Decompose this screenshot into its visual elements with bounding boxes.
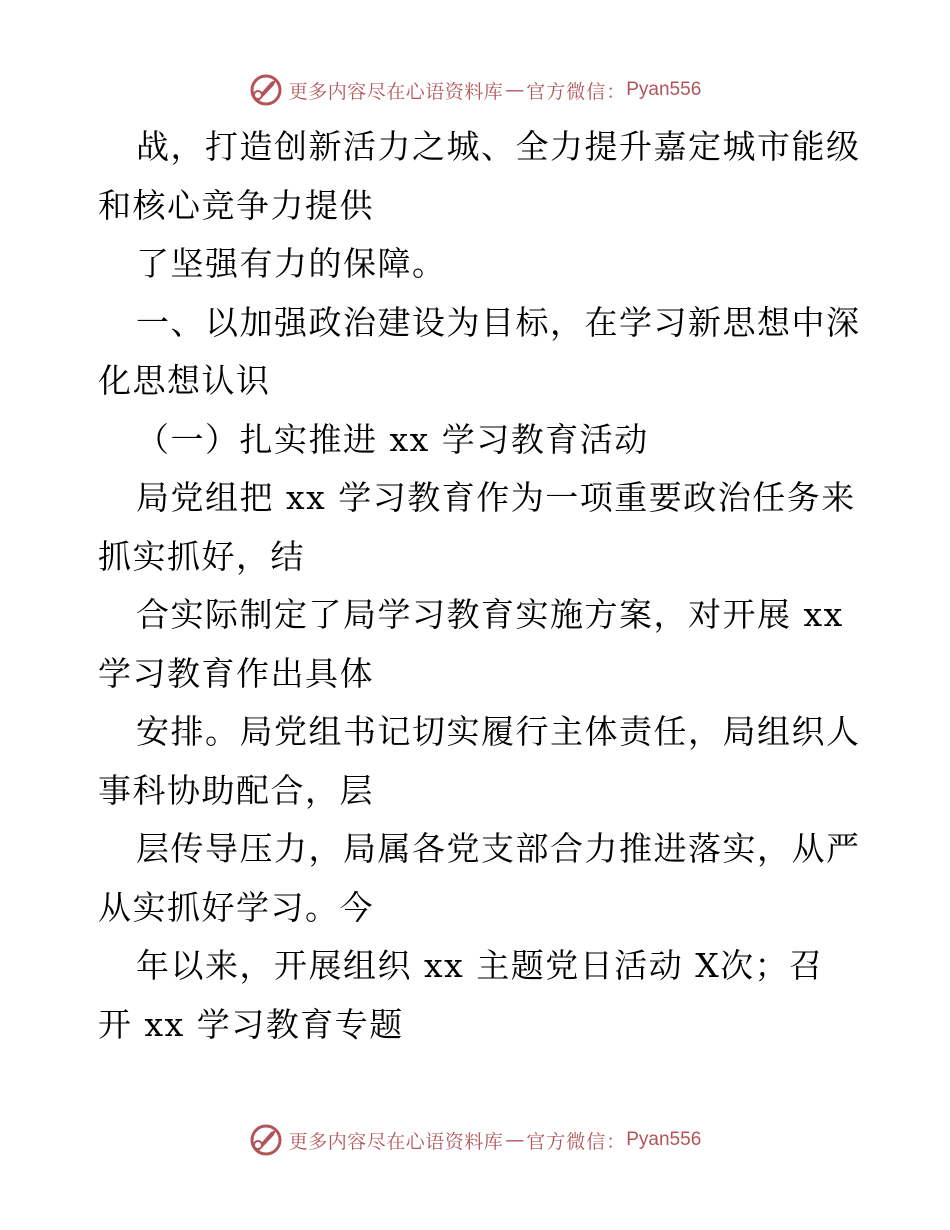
body-line: 层传导压力，局属各党支部合力推进落实，从严 bbox=[136, 829, 861, 868]
body-line: 安排。局党组书记切实履行主体责任，局组织人 bbox=[136, 712, 861, 751]
body-line: 开 xx 学习教育专题 bbox=[98, 1004, 404, 1044]
watermark-wechat-id: Pyan556 bbox=[626, 1129, 702, 1150]
body-line: 从实抓好学习。今 bbox=[98, 887, 374, 927]
watermark-contact-label: 官方微信： bbox=[526, 1130, 627, 1153]
section-heading-continued: 化思想认识 bbox=[98, 361, 271, 400]
document-body bbox=[98, 118, 861, 1054]
body-line: 了坚强有力的保障。 bbox=[136, 244, 447, 283]
subsection-heading: （一）扎实推进 xx 学习教育活动 bbox=[136, 419, 649, 459]
body-line: 事科协助配合，层 bbox=[98, 770, 374, 810]
watermark-title: 更多内容尽在心语资料库 bbox=[288, 1130, 504, 1153]
section-heading: 一、以加强政治建设为目标，在学习新思想中深 bbox=[136, 302, 861, 342]
body-line: 和核心竞争力提供 bbox=[98, 185, 374, 225]
footer-watermark bbox=[0, 1120, 950, 1160]
header-watermark bbox=[0, 70, 950, 110]
body-line: 战，打造创新活力之城、全力提升嘉定城市能级 bbox=[136, 127, 861, 166]
body-line: 学习教育作出具体 bbox=[98, 653, 374, 693]
quill-logo-icon bbox=[249, 1123, 283, 1157]
watermark-contact-label: 官方微信： bbox=[526, 80, 627, 103]
body-line: 局党组把 xx 学习教育作为一项重要政治任务来 bbox=[136, 478, 856, 517]
body-line: 合实际制定了局学习教育实施方案，对开展 xx bbox=[136, 595, 844, 634]
watermark-title: 更多内容尽在心语资料库 bbox=[288, 80, 504, 103]
quill-logo-icon bbox=[249, 73, 283, 107]
watermark-separator: — bbox=[505, 1129, 525, 1151]
watermark-wechat-id: Pyan556 bbox=[626, 79, 702, 100]
watermark-separator: — bbox=[505, 79, 525, 101]
body-line: 抓实抓好，结 bbox=[98, 536, 305, 576]
body-line: 年以来，开展组织 xx 主题党日活动 X次；召 bbox=[136, 946, 824, 985]
